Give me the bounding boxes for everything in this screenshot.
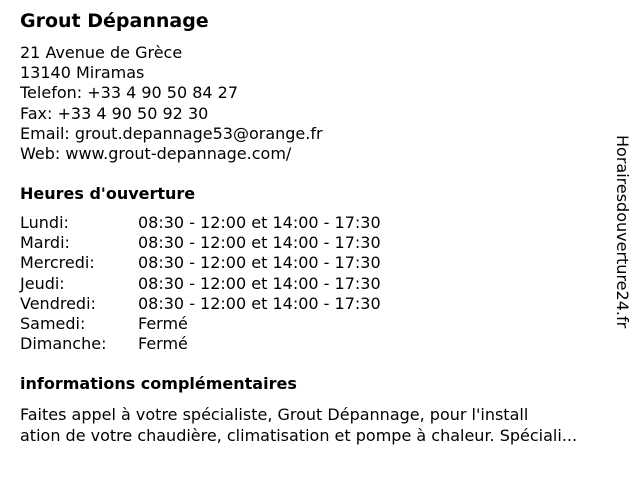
day-label: Mercredi: — [20, 253, 95, 273]
hours-heading: Heures d'ouverture — [20, 184, 196, 203]
day-label: Vendredi: — [20, 293, 96, 313]
hours-row-sunday — [20, 334, 381, 354]
street-address: 21 Avenue de Grèce — [20, 43, 183, 62]
contact-block — [20, 43, 323, 164]
day-label: Mardi: — [20, 233, 70, 253]
watermark — [612, 135, 632, 345]
day-hours: 08:30 - 12:00 et 14:00 - 17:30 — [138, 253, 381, 273]
phone-number: Telefon: +33 4 90 50 84 27 — [20, 83, 239, 103]
info-description — [20, 404, 620, 446]
hours-row-saturday — [20, 314, 381, 334]
hours-row-thursday — [20, 274, 381, 294]
company-name: Grout Dépannage — [20, 10, 209, 32]
hours-row-monday — [20, 213, 381, 233]
day-hours: 08:30 - 12:00 et 14:00 - 17:30 — [138, 293, 381, 313]
day-hours: 08:30 - 12:00 et 14:00 - 17:30 — [138, 273, 381, 293]
day-label: Samedi: — [20, 314, 86, 334]
day-label: Lundi: — [20, 213, 69, 232]
city-address: 13140 Miramas — [20, 63, 145, 83]
day-hours: Fermé — [138, 314, 188, 334]
fax-number: Fax: +33 4 90 50 92 30 — [20, 103, 209, 123]
email-address: Email: grout.depannage53@orange.fr — [20, 123, 323, 143]
day-hours: 08:30 - 12:00 et 14:00 - 17:30 — [138, 233, 381, 253]
day-label: Dimanche: — [20, 334, 107, 354]
info-line: ation de votre chaudière, climatisation et pompe à chaleur. Spéciali... — [20, 426, 578, 445]
info-heading: informations complémentaires — [20, 374, 297, 393]
hours-row-tuesday — [20, 233, 381, 253]
watermark-text: Horairesdouverture24.fr — [613, 135, 632, 329]
day-hours: 08:30 - 12:00 et 14:00 - 17:30 — [138, 213, 381, 232]
day-label: Jeudi: — [20, 273, 65, 293]
hours-row-friday — [20, 294, 381, 314]
hours-table — [20, 213, 381, 354]
day-hours: Fermé — [138, 334, 188, 354]
hours-row-wednesday — [20, 253, 381, 273]
website-address: Web: www.grout-depannage.com/ — [20, 144, 292, 164]
info-line: Faites appel à votre spécialiste, Grout Dépannage, pour l'install — [20, 405, 529, 424]
